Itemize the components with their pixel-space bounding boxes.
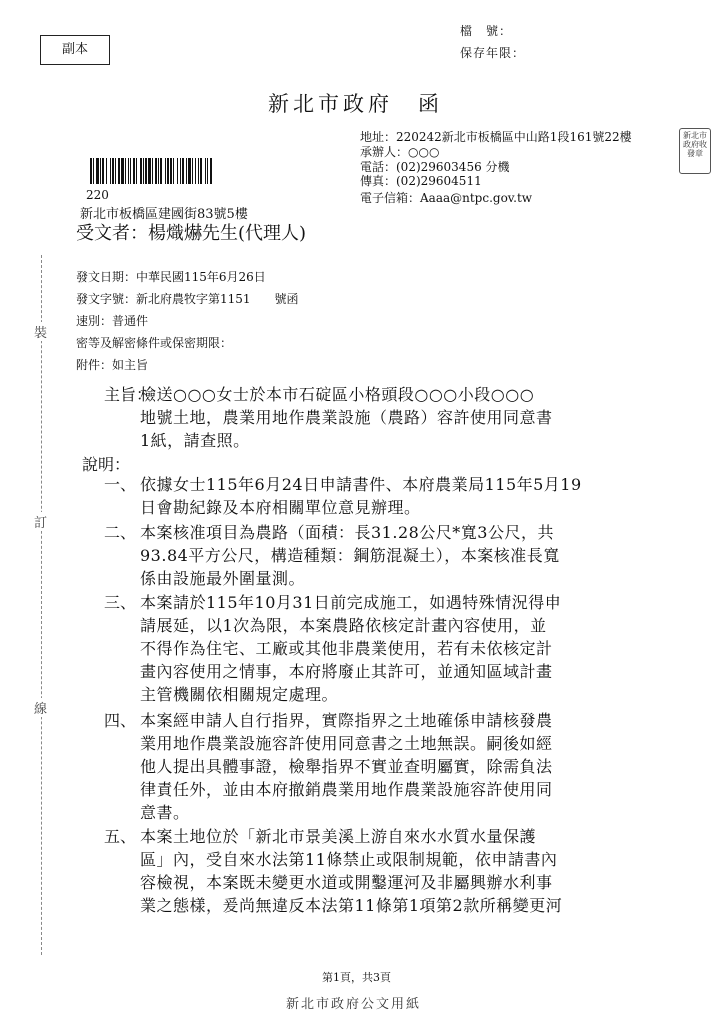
item-line: 意書。 xyxy=(140,803,190,822)
attachment: 附件：如主旨 xyxy=(76,358,149,372)
item-line: 業用地作農業設施容許使用同意書之土地無誤。嗣後如經 xyxy=(140,734,553,753)
item-number: 三、 xyxy=(104,593,137,612)
subject-line: 1紙，請查照。 xyxy=(140,431,250,450)
item-line: 容檢視，本案既未變更水道或開鑿運河及非屬興辦水利事 xyxy=(140,873,553,892)
document-number: 發文字號：新北府農牧字第1151 號函 xyxy=(76,292,299,306)
recipient-name: 受文者：楊熾爀先生(代理人) xyxy=(76,223,307,244)
item-line: 主管機關依相關規定處理。 xyxy=(140,685,339,704)
item-number: 二、 xyxy=(104,523,137,542)
item-line: 依據女士115年6月24日申請書件、本府農業局115年5月19 xyxy=(140,475,582,494)
item-line: 他人提出具體事證，檢舉指界不實並查明屬實，除需負法 xyxy=(140,757,553,776)
item-line: 區」內，受自來水法第11條禁止或限制規範，依申請書內 xyxy=(140,850,558,869)
item-line: 請展延，以1次為限，本案農路依核定計畫內容使用，並 xyxy=(140,616,547,635)
postal-code: 220 xyxy=(86,188,109,202)
binding-mark-bind: 裝 xyxy=(34,322,47,341)
explanation-label: 說明： xyxy=(82,455,131,474)
item-line: 日會勘紀錄及本府相關單位意見辦理。 xyxy=(140,498,421,517)
document-title: 新北市政府 函 xyxy=(268,92,443,116)
item-number: 五、 xyxy=(104,827,137,846)
binding-mark-line: 線 xyxy=(34,698,47,717)
item-line: 93.84平方公尺，構造種類：鋼筋混凝土），本案核准長寬 xyxy=(140,546,560,565)
item-line: 不得作為住宅、工廠或其他非農業使用，若有未依核定計 xyxy=(140,639,553,658)
item-line: 係由設施最外圍量測。 xyxy=(140,569,306,588)
subject-line: 檢送○○○女士於本市石碇區小格頭段○○○小段○○○ xyxy=(140,385,535,404)
binding-mark-staple: 訂 xyxy=(34,512,47,531)
file-number-label: 檔 號： xyxy=(460,24,513,38)
item-line: 律責任外，並由本府撤銷農業用地作農業設施容許使用同 xyxy=(140,780,553,799)
subject-line: 地號土地，農業用地作農業設施（農路）容許使用同意書 xyxy=(140,408,553,427)
handler: 承辦人：○○○ xyxy=(360,145,440,159)
item-number: 一、 xyxy=(104,475,137,494)
copy-stamp: 副本 xyxy=(40,35,110,65)
fax: 傳真：(02)29604511 xyxy=(360,174,482,188)
item-line: 本案土地位於「新北市景美溪上游自來水水質水量保護 xyxy=(140,827,537,846)
phone: 電話：(02)29603456 分機 xyxy=(360,160,510,174)
item-line: 業之態樣，爰尚無違反本法第11條第1項第2款所稱變更河 xyxy=(140,896,563,915)
item-line: 畫內容使用之情事，本府將廢止其許可，並通知區域計畫 xyxy=(140,662,553,681)
barcode-gap xyxy=(212,158,213,184)
item-line: 本案請於115年10月31日前完成施工，如遇特殊情況得申 xyxy=(140,593,562,612)
retention-period-label: 保存年限： xyxy=(460,46,526,60)
secrecy-level: 密等及解密條件或保密期限： xyxy=(76,336,233,350)
sender-address: 地址：220242新北市板橋區中山路1段161號22樓 xyxy=(360,130,632,144)
recipient-address: 新北市板橋區建國街83號5樓 xyxy=(80,207,248,222)
barcode xyxy=(90,158,348,184)
receipt-seal: 新北市政府收發章 xyxy=(679,128,711,174)
binding-line xyxy=(41,255,42,955)
delivery-speed: 速別：普通件 xyxy=(76,314,149,328)
item-number: 四、 xyxy=(104,711,137,730)
page-number: 第1頁，共3頁 xyxy=(322,971,391,984)
subject-label: 主旨： xyxy=(104,385,153,404)
item-line: 本案核准項目為農路（面積：長31.28公尺*寬3公尺，共 xyxy=(140,523,554,542)
issue-date: 發文日期：中華民國115年6月26日 xyxy=(76,270,266,284)
email: 電子信箱：Aaaa@ntpc.gov.tw xyxy=(360,191,533,205)
item-line: 本案經申請人自行指界，實際指界之土地確係申請核發農 xyxy=(140,711,553,730)
footer-stationery-label: 新北市政府公文用紙 xyxy=(286,997,422,1012)
